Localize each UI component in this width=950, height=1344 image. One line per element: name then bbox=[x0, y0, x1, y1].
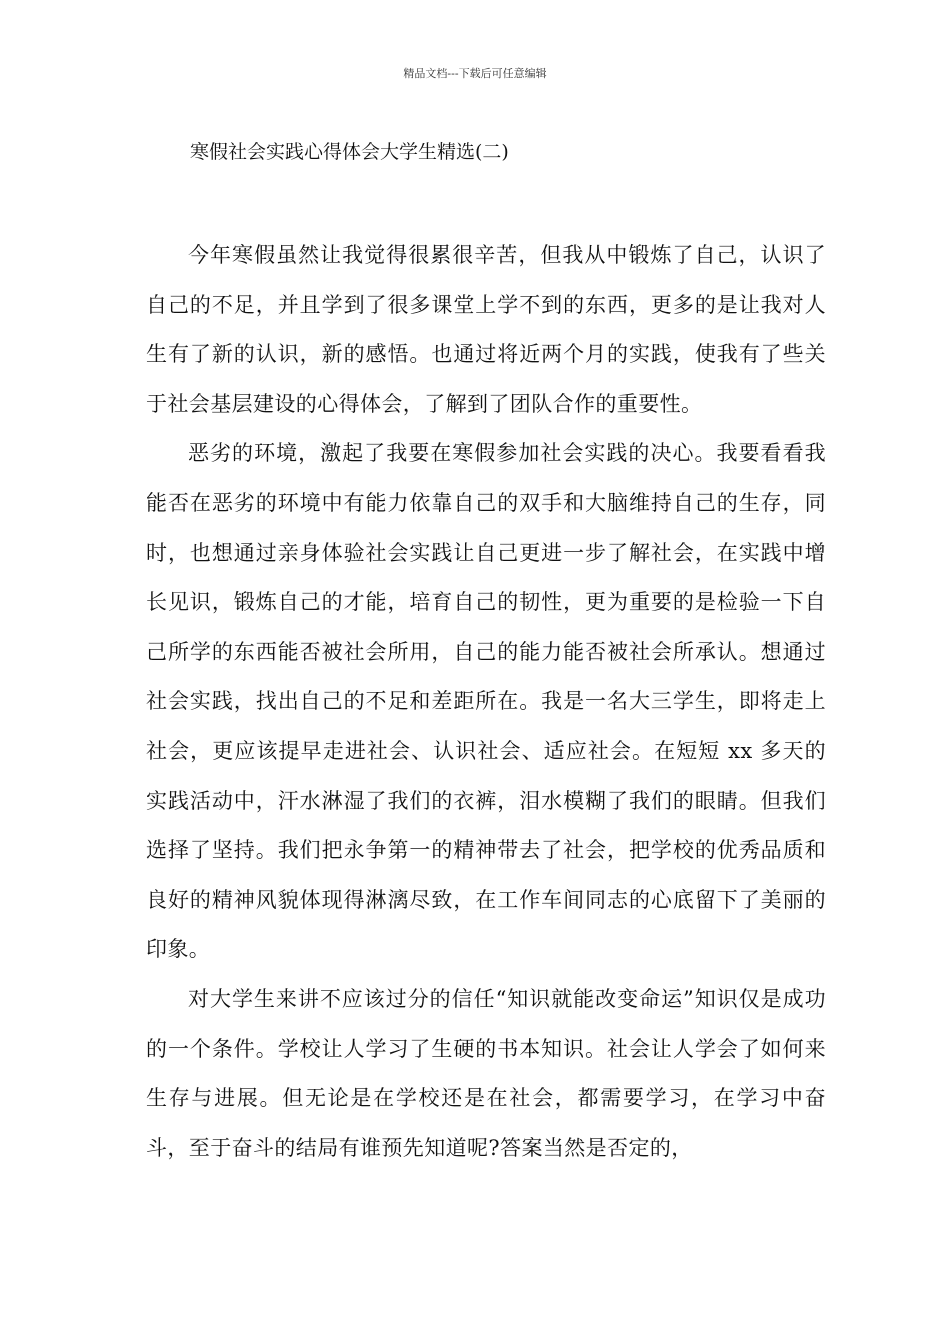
page-header: 精品文档---下载后可任意编辑 bbox=[403, 67, 547, 80]
paragraph-2: 恶劣的环境，激起了我要在寒假参加社会实践的决心。我要看看我能否在恶劣的环境中有能力依靠自己的双手和大脑维持自己的生存，同时，也想通过亲身体验社会实践让自己更进一步了解社会，在实践中增长见识，锻炼自己的才能，培育自己的韧性，更为重要的是检验一下自己所学的东西能否被社会所用，自己的能力能否被社会所承认。想通过社会实践，找出自己的不足和差距所在。我是一名大三学生，即将走上社会，更应该提早走进社会、认识社会、适应社会。在短短 xx 多天的实践活动中，汗水淋湿了我们的衣裤，泪水模糊了我们的眼睛。但我们选择了坚持。我们把永争第一的精神带去了社会，把学校的优秀品质和良好的精神风貌体现得淋漓尽致，在工作车间同志的心底留下了美丽的印象。 bbox=[146, 441, 826, 962]
paragraph-1: 今年寒假虽然让我觉得很累很辛苦，但我从中锻炼了自己，认识了自己的不足，并且学到了很多课堂上学不到的东西，更多的是让我对人生有了新的认识，新的感悟。也通过将近两个月的实践，使我有了些关于社会基层建设的心得体会，了解到了团队合作的重要性。 bbox=[146, 243, 826, 416]
document-title: 寒假社会实践心得体会大学生精选(二) bbox=[190, 141, 509, 163]
document-body bbox=[146, 231, 826, 1173]
paragraph-3: 对大学生来讲不应该过分的信任“知识就能改变命运”知识仅是成功的一个条件。学校让人学习了生硬的书本知识。社会让人学会了如何来生存与进展。但无论是在学校还是在社会，都需要学习，在学习中奋斗，至于奋斗的结局有谁预先知道呢?答案当然是否定的， bbox=[146, 986, 826, 1160]
